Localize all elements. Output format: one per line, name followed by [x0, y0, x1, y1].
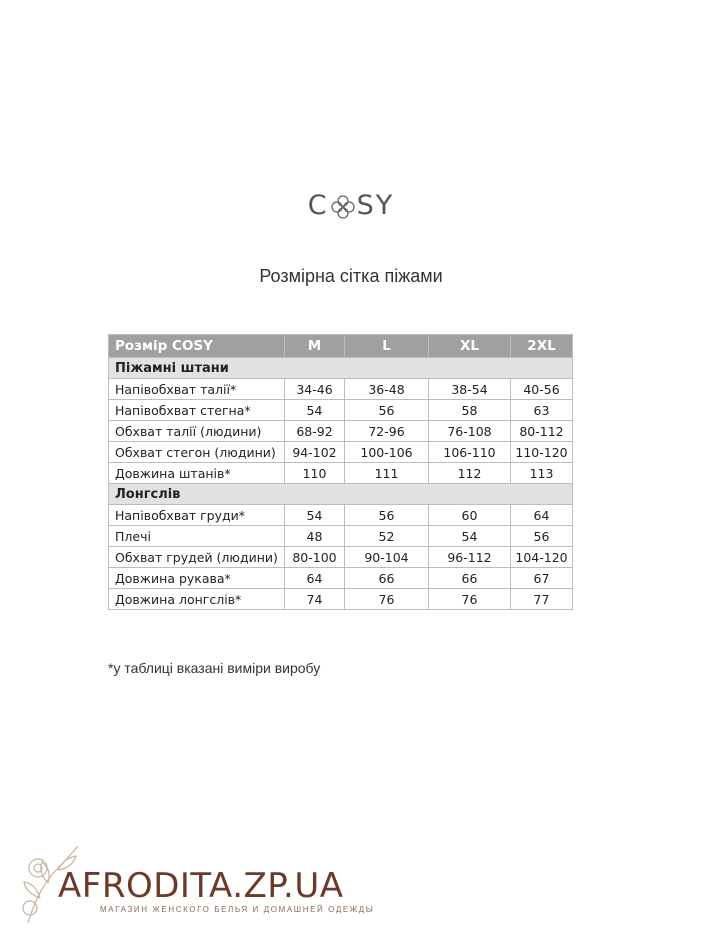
measurement-value: 66 — [345, 568, 429, 589]
table-header-row — [109, 335, 573, 358]
measurement-label: Довжина штанів* — [109, 463, 285, 484]
measurement-value: 63 — [511, 400, 573, 421]
watermark — [18, 838, 378, 928]
measurement-value: 40-56 — [511, 379, 573, 400]
table-row — [109, 505, 573, 526]
table-row — [109, 442, 573, 463]
table-row — [109, 568, 573, 589]
measurement-label: Напівобхват груди* — [109, 505, 285, 526]
measurement-value: 76 — [429, 589, 511, 610]
measurement-value: 64 — [511, 505, 573, 526]
measurement-label: Обхват стегон (людини) — [109, 442, 285, 463]
measurement-value: 56 — [511, 526, 573, 547]
measurement-value: 76 — [345, 589, 429, 610]
measurement-value: 80-100 — [285, 547, 345, 568]
footnote: *у таблиці вказані виміри виробу — [108, 660, 321, 676]
watermark-text: AFRODITA.ZP.UA — [58, 866, 344, 906]
table-row — [109, 526, 573, 547]
measurement-value: 100-106 — [345, 442, 429, 463]
measurement-value: 66 — [429, 568, 511, 589]
measurement-value: 110 — [285, 463, 345, 484]
measurement-value: 96-112 — [429, 547, 511, 568]
measurement-value: 64 — [285, 568, 345, 589]
measurement-value: 56 — [345, 505, 429, 526]
section-title: Лонгслів — [109, 484, 573, 505]
table-row — [109, 400, 573, 421]
measurement-value: 60 — [429, 505, 511, 526]
measurement-label: Напівобхват стегна* — [109, 400, 285, 421]
size-chart-table — [108, 334, 573, 610]
measurement-value: 110-120 — [511, 442, 573, 463]
measurement-value: 52 — [345, 526, 429, 547]
page-title: Розмірна сітка піжами — [259, 266, 443, 286]
header-size-m: M — [285, 335, 345, 358]
measurement-value: 36-48 — [345, 379, 429, 400]
table-row — [109, 421, 573, 442]
measurement-value: 67 — [511, 568, 573, 589]
header-size-l: L — [345, 335, 429, 358]
measurement-label: Напівобхват талії* — [109, 379, 285, 400]
watermark-subtitle: МАГАЗИН ЖЕНСКОГО БЕЛЬЯ И ДОМАШНЕЙ ОДЕЖДЫ — [100, 905, 375, 914]
logo-letter-c: C — [307, 190, 329, 221]
measurement-value: 54 — [285, 400, 345, 421]
measurement-value: 68-92 — [285, 421, 345, 442]
measurement-label: Довжина рукава* — [109, 568, 285, 589]
brand-logo — [0, 190, 702, 221]
measurement-value: 80-112 — [511, 421, 573, 442]
measurement-value: 38-54 — [429, 379, 511, 400]
measurement-value: 111 — [345, 463, 429, 484]
measurement-value: 104-120 — [511, 547, 573, 568]
section-title: Піжамні штани — [109, 358, 573, 379]
measurement-value: 90-104 — [345, 547, 429, 568]
measurement-value: 113 — [511, 463, 573, 484]
measurement-value: 94-102 — [285, 442, 345, 463]
table-row — [109, 463, 573, 484]
logo-letters-sy: SY — [356, 190, 395, 221]
header-size-2xl: 2XL — [511, 335, 573, 358]
measurement-value: 58 — [429, 400, 511, 421]
measurement-value: 112 — [429, 463, 511, 484]
measurement-value: 34-46 — [285, 379, 345, 400]
measurement-value: 72-96 — [345, 421, 429, 442]
measurement-label: Довжина лонгслів* — [109, 589, 285, 610]
flower-logo-icon — [330, 194, 356, 220]
table-row — [109, 379, 573, 400]
measurement-value: 48 — [285, 526, 345, 547]
measurement-value: 54 — [429, 526, 511, 547]
measurement-value: 77 — [511, 589, 573, 610]
table-row — [109, 589, 573, 610]
measurement-value: 74 — [285, 589, 345, 610]
measurement-label: Обхват талії (людини) — [109, 421, 285, 442]
measurement-value: 56 — [345, 400, 429, 421]
table-body — [109, 358, 573, 610]
measurement-label: Обхват грудей (людини) — [109, 547, 285, 568]
header-size-xl: XL — [429, 335, 511, 358]
measurement-value: 54 — [285, 505, 345, 526]
table-row — [109, 547, 573, 568]
section-row — [109, 358, 573, 379]
measurement-label: Плечі — [109, 526, 285, 547]
measurement-value: 76-108 — [429, 421, 511, 442]
section-row — [109, 484, 573, 505]
measurement-value: 106-110 — [429, 442, 511, 463]
header-size-label: Розмір COSY — [109, 335, 285, 358]
